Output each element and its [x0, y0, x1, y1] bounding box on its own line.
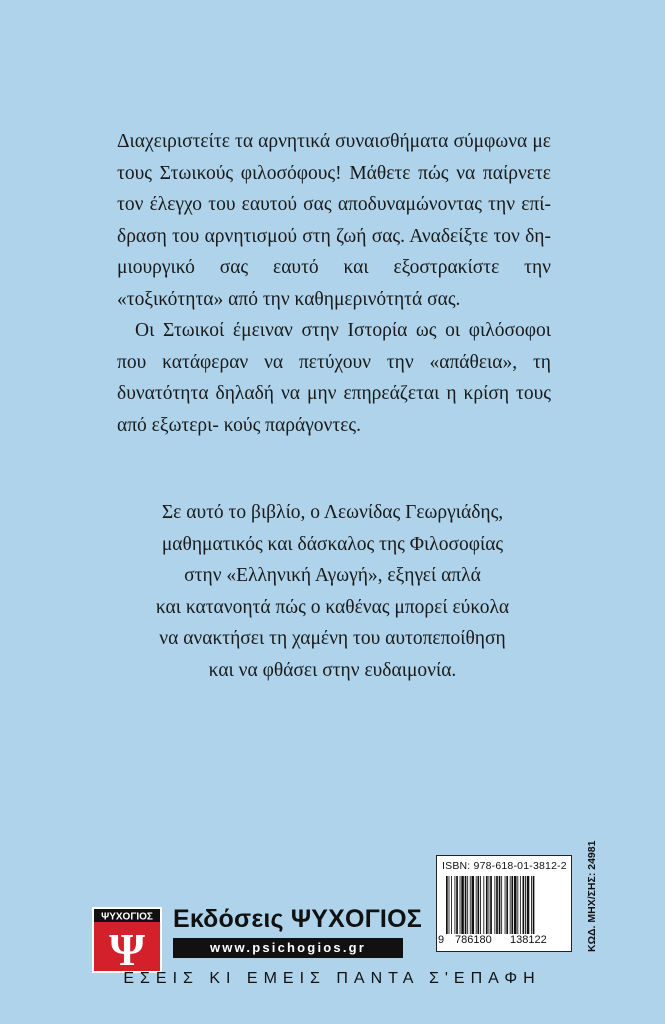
publisher-name: Εκδόσεις ΨΥΧΟΓΙΟΣ — [173, 905, 422, 933]
back-cover-blurb — [117, 126, 551, 441]
blurb-line: τον έλεγχο του εαυτού σας αποδυναμώνοντας την επί- — [117, 194, 551, 215]
description-line: και να φθάσει στην ευδαιμονία. — [208, 659, 457, 681]
description-line: Σε αυτό το βιβλίο, ο Λεωνίδας Γεωργιάδης, — [161, 502, 504, 523]
blurb-paragraph-1 — [117, 126, 551, 315]
logo-text: ΨΥΧΟΓΙΟΣ — [101, 911, 153, 923]
blurb-line: κατάφεραν να πετύχουν την «απάθεια», τη δυνατότητα — [117, 351, 552, 404]
barcode-bars — [446, 876, 562, 934]
publisher-logo-icon — [92, 907, 162, 973]
blurb-line: τους Στωικούς φιλοσόφους! Μάθετε πώς να παίρνετε — [117, 162, 551, 184]
barcode-digit-first: 9 — [438, 934, 445, 946]
blurb-line: Διαχειριστείτε τα αρνητικά συναισθήματα σύμφωνα με — [117, 131, 551, 152]
vertical-product-code: ΚΩΔ. ΜΗΧ/ΣΗΣ: 24981 — [586, 840, 598, 952]
publisher-slogan: ΕΣΕΙΣ ΚΙ ΕΜΕΙΣ ΠΑΝΤΑ Σ'ΕΠΑΦΗ — [123, 970, 541, 987]
blurb-line: από την καθημερινότητά σας. — [228, 288, 461, 310]
barcode-digit-group-1: 786180 — [455, 934, 492, 946]
author-description — [100, 497, 565, 686]
blurb-paragraph-2 — [117, 315, 551, 441]
barcode-digit-group-2: 138122 — [510, 934, 547, 946]
description-line: να ανακτήσει τη χαμένη του αυτοπεποίθηση — [159, 628, 506, 649]
isbn-number: ISBN: 978-618-01-3812-2 — [442, 860, 567, 872]
blurb-line: δηλαδή να μην επηρεάζεται η κρίση τους από εξωτερι- — [117, 383, 551, 436]
description-line: και κατανοητά πώς ο καθένας μπορεί εύκολα — [155, 596, 510, 618]
publisher-url: www.psichogios.gr — [173, 938, 403, 958]
blurb-line: δραση του αρνητισμού στη ζωή σας. Αναδείξτε τον δη- — [117, 225, 551, 247]
blurb-line: μιουργικό σας εαυτό και εξοστρακίστε την «τοξικότητα» — [117, 257, 551, 310]
blurb-line: κούς παράγοντες. — [223, 414, 361, 436]
description-line: μαθηματικός και δάσκαλος της Φιλοσοφίας — [161, 533, 504, 555]
description-line: στην «Ελληνική Αγωγή», εξηγεί απλά — [184, 565, 481, 586]
psi-symbol: Ψ — [109, 924, 145, 973]
blurb-line: Οι Στωικοί έμειναν στην Ιστορία ως οι φιλόσοφοι που — [117, 320, 551, 373]
